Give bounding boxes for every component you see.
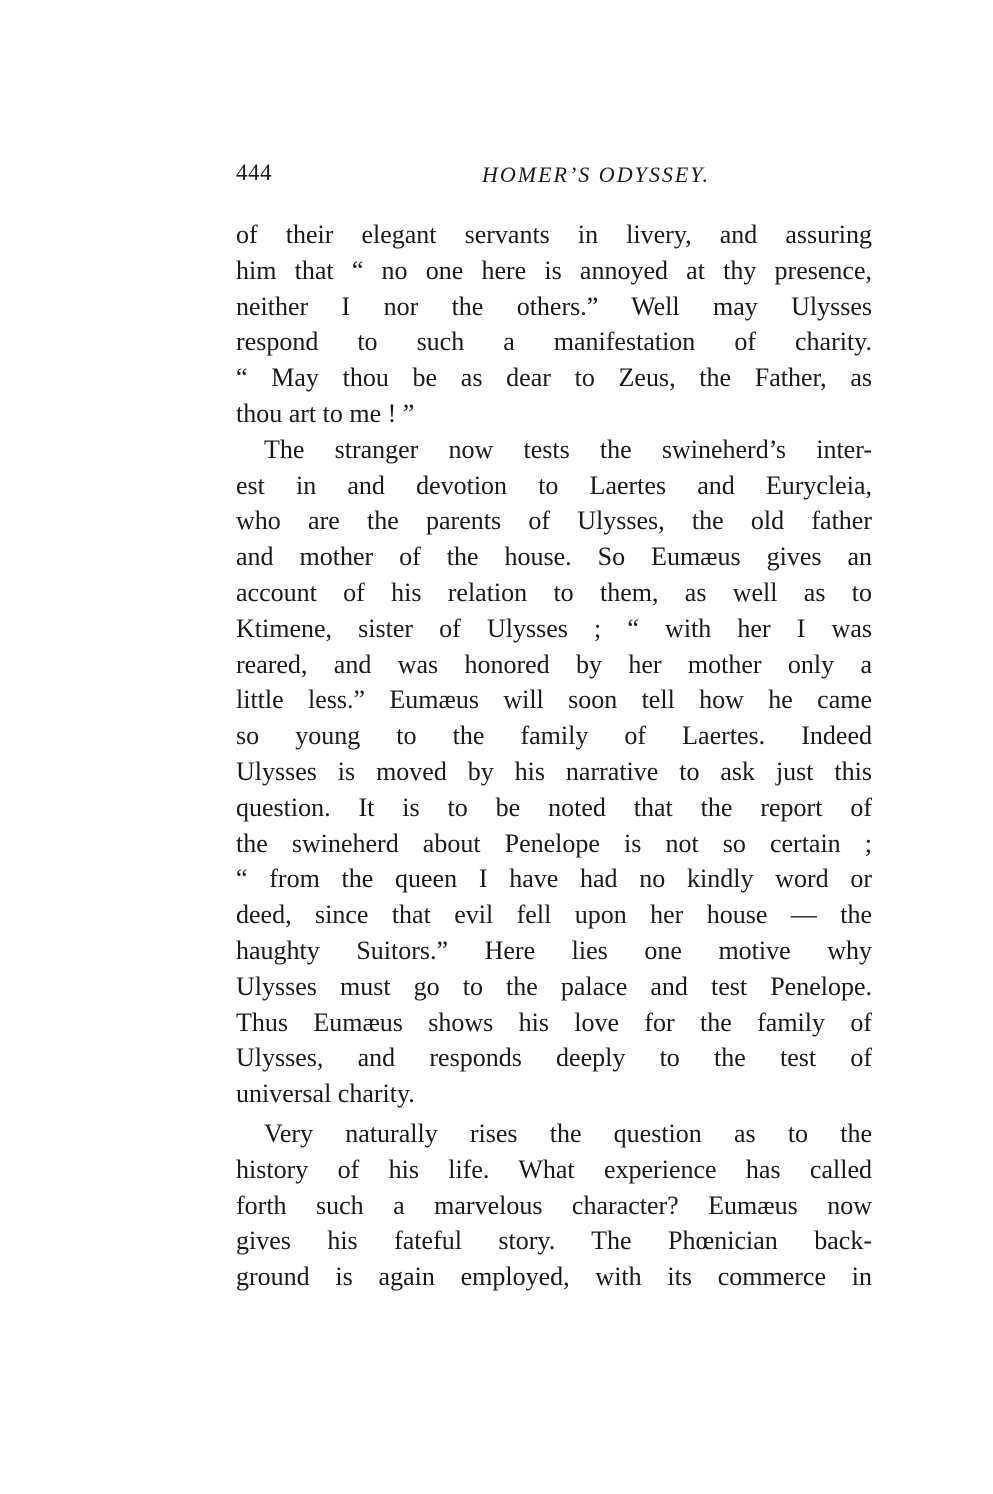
text-line: respond to such a manifestation of charity. xyxy=(236,327,872,357)
paragraph-2 xyxy=(236,432,872,1112)
text-line: the swineherd about Penelope is not so certain ; xyxy=(236,828,872,858)
text-line: The stranger now tests the swineherd’s inter- xyxy=(264,434,872,464)
text-line: of their elegant servants in livery, and assuring xyxy=(236,220,872,249)
paragraph-3 xyxy=(236,1116,872,1295)
text-line: history of his life. What experience has called xyxy=(236,1154,872,1184)
text-line: neither I nor the others.” Well may Ulysses xyxy=(236,291,872,321)
text-line: forth such a marvelous character? Eumæus now xyxy=(236,1190,872,1220)
text-line: “ from the queen I have had no kindly word or xyxy=(236,864,872,894)
text-line: Very naturally rises the question as to the xyxy=(264,1118,872,1148)
paragraph-1 xyxy=(236,217,872,432)
page-header xyxy=(236,160,876,194)
text-line: ground is again employed, with its commerce in xyxy=(236,1262,872,1292)
text-line: little less.” Eumæus will soon tell how he came xyxy=(236,685,872,715)
text-line: universal charity. xyxy=(236,1079,415,1109)
running-title: HOMER’S ODYSSEY. xyxy=(482,162,710,187)
text-line: deed, since that evil fell upon her house — the xyxy=(236,900,872,930)
text-line: haughty Suitors.” Here lies one motive why xyxy=(236,935,872,965)
text-line: him that “ no one here is annoyed at thy presence, xyxy=(236,255,872,285)
text-line: so young to the family of Laertes. Indeed xyxy=(236,721,872,751)
text-line: est in and devotion to Laertes and Eurycleia, xyxy=(236,470,872,500)
text-line: and mother of the house. So Eumæus gives an xyxy=(236,542,872,572)
text-line: who are the parents of Ulysses, the old father xyxy=(236,506,872,536)
text-line: question. It is to be noted that the report of xyxy=(236,792,872,822)
text-line: Ulysses must go to the palace and test Penelope. xyxy=(236,971,872,1001)
text-line: thou art to me ! ” xyxy=(236,398,415,428)
text-line: “ May thou be as dear to Zeus, the Father, as xyxy=(236,363,872,393)
text-line: gives his fateful story. The Phœnician back- xyxy=(236,1226,872,1256)
body-text xyxy=(236,217,872,1295)
text-line: Ulysses, and responds deeply to the test of xyxy=(236,1043,872,1073)
text-line: account of his relation to them, as well as to xyxy=(236,577,872,607)
page-number: 444 xyxy=(236,160,272,185)
text-line: Thus Eumæus shows his love for the family of xyxy=(236,1007,872,1037)
text-line: Ulysses is moved by his narrative to ask just this xyxy=(236,756,872,786)
text-line: Ktimene, sister of Ulysses ; “ with her I was xyxy=(236,613,872,643)
text-line: reared, and was honored by her mother only a xyxy=(236,649,872,679)
